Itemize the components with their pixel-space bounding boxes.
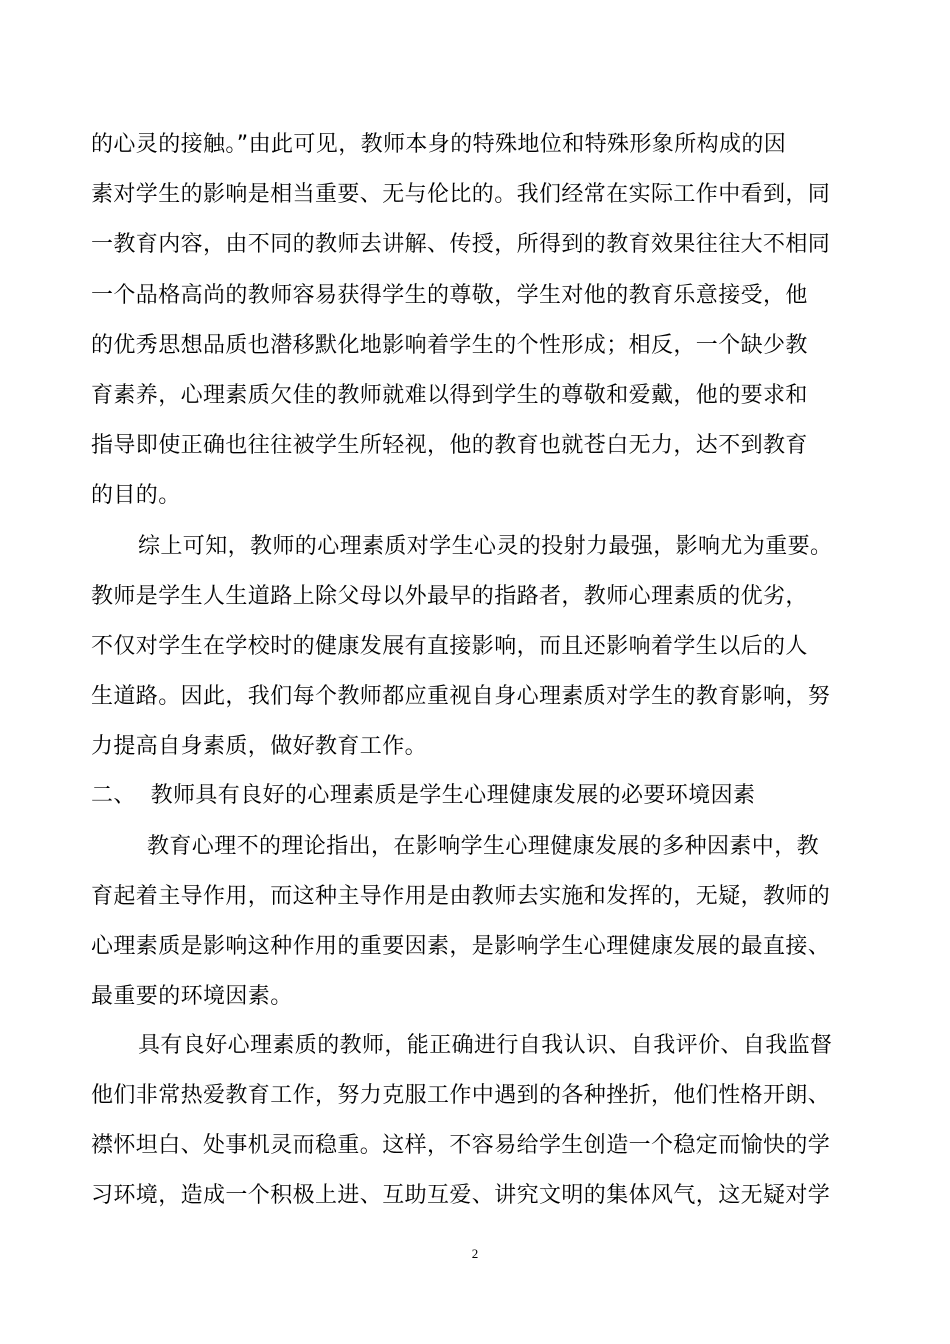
text-line: 他们非常热爱教育工作，努力克服工作中遇到的各种挫折，他们性格开朗、 — [91, 1083, 831, 1108]
text-line: 生道路。因此，我们每个教师都应重视自身心理素质对学生的教育影响，努 — [91, 684, 831, 709]
paragraph-first-line: 综上可知，教师的心理素质对学生心灵的投射力最强，影响尤为重要。 — [138, 534, 833, 559]
text-line: 一个品格高尚的教师容易获得学生的尊敬，学生对他的教育乐意接受，他 — [91, 283, 808, 308]
text-line: 的优秀思想品质也潜移默化地影响着学生的个性形成；相反，一个缺少教 — [91, 333, 808, 358]
text-line: 不仅对学生在学校时的健康发展有直接影响，而且还影响着学生以后的人 — [91, 634, 808, 659]
text-line: 习环境，造成一个积极上进、互助互爱、讲究文明的集体风气，这无疑对学 — [91, 1183, 831, 1208]
text-line: 心理素质是影响这种作用的重要因素，是影响学生心理健康发展的最直接、 — [91, 934, 831, 959]
text-line: 育素养，心理素质欠佳的教师就难以得到学生的尊敬和爱戴，他的要求和 — [91, 383, 808, 408]
text-line: 力提高自身素质，做好教育工作。 — [91, 734, 428, 759]
text-line: 最重要的环境因素。 — [91, 984, 293, 1009]
paragraph-first-line: 具有良好心理素质的教师，能正确进行自我认识、自我评价、自我监督 — [138, 1033, 833, 1058]
text-line: 教师是学生人生道路上除父母以外最早的指路者，教师心理素质的优劣， — [91, 584, 808, 609]
text-line: 襟怀坦白、处事机灵而稳重。这样，不容易给学生创造一个稳定而愉快的学 — [91, 1133, 831, 1158]
paragraph-first-line: 教育心理不的理论指出，在影响学生心理健康发展的多种因素中，教 — [147, 834, 820, 859]
text-line: 指导即使正确也往往被学生所轻视，他的教育也就苍白无力，达不到教育 — [91, 433, 808, 458]
section-heading: 二、 教师具有良好的心理素质是学生心理健康发展的必要环境因素 — [91, 783, 756, 808]
text-line: 的目的。 — [91, 483, 181, 508]
text-line: 的心灵的接触。”由此可见，教师本身的特殊地位和特殊形象所构成的因 — [91, 132, 787, 157]
text-line: 素对学生的影响是相当重要、无与伦比的。我们经常在实际工作中看到，同 — [91, 182, 831, 207]
text-line: 一教育内容，由不同的教师去讲解、传授，所得到的教育效果往往大不相同 — [91, 232, 831, 257]
text-line: 育起着主导作用，而这种主导作用是由教师去实施和发挥的，无疑，教师的 — [91, 884, 831, 909]
page-number: 2 — [471, 1246, 479, 1261]
